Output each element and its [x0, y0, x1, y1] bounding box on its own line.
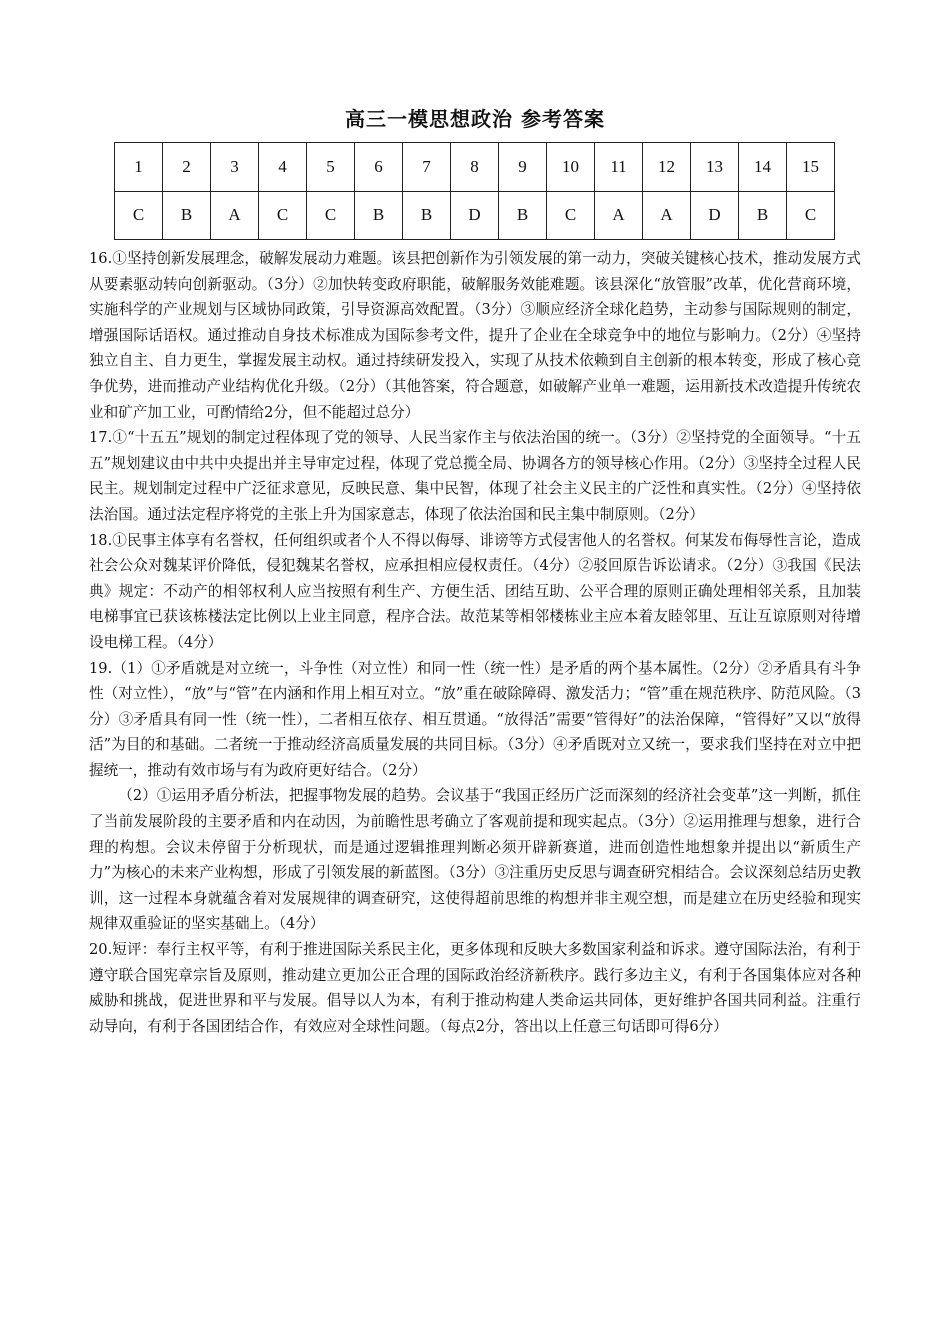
answer-cell: C [307, 191, 355, 240]
answer-cell: A [643, 191, 691, 240]
question-number-cell: 4 [259, 143, 307, 192]
answer-table [114, 142, 835, 240]
question-number-cell: 13 [691, 143, 739, 192]
question-number-cell: 7 [403, 143, 451, 192]
question-number-cell: 11 [595, 143, 643, 192]
question-number-cell: 2 [163, 143, 211, 192]
answer-20: 20.短评：奉行主权平等，有利于推进国际关系民主化，更多体现和反映大多数国家利益和诉求。遵守国际法治，有利于遵守联合国宪章宗旨及原则，推动建立更加公正合理的国际政治经济新秩序。践行多边主义，有利于各国集体应对各种威胁和挑战，促进世界和平与发展。倡导以人为本，有利于推动构建人类命运共同体，更好维护各国共同利益。注重行动导向，有利于各国团结合作，有效应对全球性问题。（每点2分，答出以上任意三句话即可得6分） [89, 941, 861, 1035]
question-number-row [115, 143, 835, 192]
answer-cell: B [739, 191, 787, 240]
question-number-cell: 6 [355, 143, 403, 192]
answer-cell: C [115, 191, 163, 240]
answer-18: 18.①民事主体享有名誉权，任何组织或者个人不得以侮辱、诽谤等方式侵害他人的名誉权。何某发布侮辱性言论，造成社会公众对魏某评价降低，侵犯魏某名誉权，应承担相应侵权责任。（4分）②驳回原告诉讼请求。（2分）③我国《民法典》规定：不动产的相邻权利人应当按照有利生产、方便生活、团结互助、公平合理的原则正确处理相邻关系，且加装电梯事宜已获该栋楼法定比例以上业主同意，程序合法。故范某等相邻楼栋业主应本着友睦邻里、互让互谅原则对待增设电梯工程。（4分） [89, 531, 861, 651]
answer-19-part1: 19.（1）①矛盾就是对立统一，斗争性（对立性）和同一性（统一性）是矛盾的两个基本属性。（2分）②矛盾具有斗争性（对立性），“放”与“管”在内涵和作用上相互对立。“放”重在破除障碍、激发活力；“管”重在规范秩序、防范风险。（3分）③矛盾具有同一性（统一性），二者相互依存、相互贯通。“放得活”需要“管得好”的法治保障，“管得好”又以“放得活”为目的和基础。二者统一于推动经济高质量发展的共同目标。（3分）④矛盾既对立又统一，要求我们坚持在对立中把握统一，推动有效市场与有为政府更好结合。（2分） [89, 659, 861, 779]
question-number-cell: 8 [451, 143, 499, 192]
answer-cell: D [451, 191, 499, 240]
answer-cell: B [355, 191, 403, 240]
answer-cell: D [691, 191, 739, 240]
question-number-cell: 9 [499, 143, 547, 192]
answer-17: 17.①“十五五”规划的制定过程体现了党的领导、人民当家作主与依法治国的统一。（3分）②坚持党的全面领导。“十五五”规划建议由中共中央提出并主导审定过程，体现了党总揽全局、协调各方的领导核心作用。（2分）③坚持全过程人民民主。规划制定过程中广泛征求意见，反映民意、集中民智，体现了社会主义民主的广泛性和真实性。（2分）④坚持依法治国。通过法定程序将党的主张上升为国家意志，体现了依法治国和民主集中制原则。（2分） [89, 429, 861, 523]
answer-cell: A [595, 191, 643, 240]
answer-16: 16.①坚持创新发展理念，破解发展动力难题。该县把创新作为引领发展的第一动力，突破关键核心技术，推动发展方式从要素驱动转向创新驱动。（3分）②加快转变政府职能，破解服务效能难题。该县深化“放管服”改革，优化营商环境，实施科学的产业规划与区域协同政策，引导资源高效配置。（3分）③顺应经济全球化趋势，主动参与国际规则的制定，增强国际话语权。通过推动自身技术标准成为国际参考文件，提升了企业在全球竞争中的地位与影响力。（2分）④坚持独立自主、自力更生，掌握发展主动权。通过持续研发投入，实现了从技术依赖到自主创新的根本转变，形成了核心竞争优势，进而推动产业结构优化升级。（2分）（其他答案，符合题意，如破解产业单一难题，运用新技术改造提升传统农业和矿产加工业，可酌情给2分，但不能超过总分） [89, 250, 861, 421]
answer-cell: C [787, 191, 835, 240]
answer-row [115, 191, 835, 240]
answer-cell: C [547, 191, 595, 240]
question-number-cell: 12 [643, 143, 691, 192]
question-number-cell: 14 [739, 143, 787, 192]
question-number-cell: 1 [115, 143, 163, 192]
answer-cell: C [259, 191, 307, 240]
answer-cell: B [163, 191, 211, 240]
answer-cell: A [211, 191, 259, 240]
question-number-cell: 10 [547, 143, 595, 192]
answer-content [89, 246, 861, 1039]
answer-cell: B [499, 191, 547, 240]
question-number-cell: 3 [211, 143, 259, 192]
answer-19-part2: （2）①运用矛盾分析法，把握事物发展的趋势。会议基于“我国正经历广泛而深刻的经济社会变革”这一判断，抓住了当前发展阶段的主要矛盾和内在动因，为前瞻性思考确立了客观前提和现实起点。（3分）②运用推理与想象，进行合理的构想。会议未停留于分析现状，而是通过逻辑推理判断必须开辟新赛道，进而创造性地想象并提出以“新质生产力”为核心的未来产业构想，形成了引领发展的新蓝图。（3分）③注重历史反思与调查研究相结合。会议深刻总结历史教训，这一过程本身就蕴含着对发展规律的调查研究，这使得超前思维的构想并非主观空想，而是建立在历史经验和现实规律双重验证的坚实基础上。（4分） [89, 787, 861, 933]
question-number-cell: 15 [787, 143, 835, 192]
question-number-cell: 5 [307, 143, 355, 192]
answer-cell: B [403, 191, 451, 240]
page-title: 高三一模思想政治 参考答案 [345, 107, 605, 131]
